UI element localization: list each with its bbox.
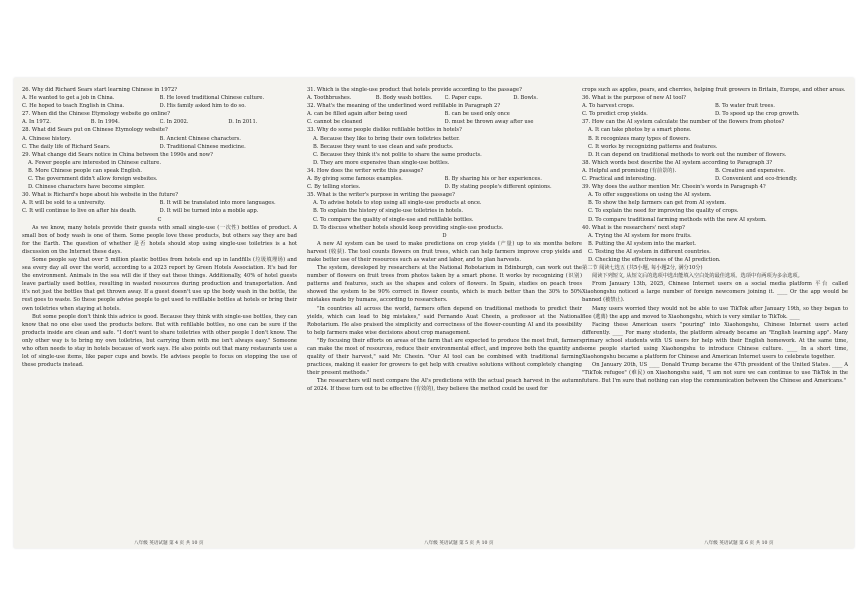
- question-stem: 33. Why do some people dislike refillable bottles in hotels?: [307, 127, 462, 134]
- option-row: [22, 102, 297, 110]
- option-row: [22, 199, 297, 207]
- question-stem: 37. How can the AI system calculate the number of the flowers from photos?: [582, 119, 785, 126]
- question-stem: 31. Which is the single-use product that hotels provide according to the passage?: [307, 87, 522, 93]
- answer-option: A. To harvest crops.: [582, 103, 635, 110]
- answer-option: B. To explain the history of single-use toiletries in hotels.: [313, 208, 464, 215]
- answer-option: B. It will be translated into more languages.: [159, 200, 276, 207]
- question-stem: 29. What change did Sears notice in China between the 1990s and now?: [22, 151, 213, 158]
- answer-option: C. Testing the AI system in different countries.: [588, 248, 711, 255]
- answer-option: D. Checking the effectiveness of the AI prediction.: [588, 256, 721, 263]
- answer-option: B. can be used only once: [444, 111, 510, 118]
- answer-option: A. In 1972.: [22, 119, 51, 126]
- passage-paragraph: "By focusing their efforts on areas of the farm that are expected to produce the most fruit, farmers can make the most of resources, reduce their environmental effect, and improve both the quantity and quality of their harvest," said Mr. Cheein. "Our AI tool can be combined with traditional farming practices, making it easier for growers to get help with creative solutions without completely changing their present methods.": [307, 337, 582, 377]
- passage-paragraph: Many users worried they would not be able to use TikTok after January 19th, so they began to flee (逃离) the app and moved to Xiaohongshu, which is very similar to TikTok. ____: [582, 305, 848, 320]
- answer-option: A. Toothbrushes.: [307, 95, 352, 102]
- answer-option: D. By stating people's different opinions.: [444, 184, 552, 191]
- passage-letter: C: [157, 216, 162, 223]
- option-row: [307, 175, 582, 183]
- answer-option: C. Paper cups.: [444, 95, 483, 102]
- answer-option: B. Putting the AI system into the market.: [588, 240, 697, 247]
- answer-option: C. Because they think it's not polite to share the same products.: [313, 151, 482, 158]
- question-stem: 36. What is the purpose of new AI tool?: [582, 95, 686, 102]
- question-stem: 26. Why did Richard Sears start learning Chinese in 1972?: [22, 87, 178, 93]
- answer-option: B. To water fruit trees.: [715, 103, 775, 110]
- passage-paragraph: But some people don't think this advice is good. Because they think with single-use bottles, they can know that no one else used the products before. But with refillable bottles, no one can be sure if the products inside are clean and safe. "I don't want to share toiletries with other people I don't know. The only other way is to bring my own toiletries, but carrying them with me isn't always easy." Someone who often needs to stay in hotels because of work says. He also points out that many restaurants use a lot of single-use items, like paper cups and bowls. He advises people to focus on stopping the use of these products instead.: [22, 313, 297, 369]
- question-stem: 30. What is Richard's hope about his website in the future?: [22, 192, 179, 199]
- question-stem: 28. What did Sears put on Chinese Etymology website?: [22, 127, 168, 134]
- page-column-4: [22, 86, 297, 541]
- answer-option: B. Because they want to use clean and safe products.: [313, 143, 454, 150]
- answer-option: B. By sharing his or her experiences.: [444, 176, 542, 183]
- answer-option: B. Creative and expensive.: [715, 167, 786, 174]
- passage-paragraph: As we know, many hotels provide their guests with small single-use (一次性) bottles of product. A small box of body wash is one of them. Some people love these products, but others say they are bad for the Earth. The question of whether 是否 hotels should stop using single-use toiletries is a hot discussion on the Internet these days.: [22, 224, 297, 255]
- passage-paragraph: The system, developed by researchers at the National Robotarium in Edinburgh, can work out the number of flowers on fruit trees from photos taken by a smart phone. It works by recognizing (识别) patterns and features, such as the shapes and colors of flowers. In Spain, studies on peach trees showed the system to be 90% correct in flower counts, which is much better than the 30% to 50% mistakes made by humans, according to researchers.: [307, 265, 582, 304]
- question-stem: 40. What is the researchers' next step?: [582, 224, 685, 231]
- answer-option: D. must be thrown away after use: [444, 119, 534, 126]
- answer-option: A. To advise hotels to stop using all single-use products at once.: [313, 200, 482, 207]
- answer-option: A. Fewer people are interested in Chinese culture.: [28, 159, 162, 166]
- question-stem: 35. What is the writer's purpose in writing the passage?: [307, 192, 455, 199]
- answer-option: D. Bowls.: [513, 95, 538, 102]
- option-row: [307, 94, 582, 102]
- answer-option: D. Traditional Chinese medicine.: [159, 143, 246, 150]
- answer-option: C. To predict crop yields.: [582, 111, 648, 118]
- answer-option: B. In 1994.: [90, 119, 120, 126]
- page-footer-6: 八年级 英语试题 第 6 页 共 10 页: [704, 541, 774, 546]
- answer-option: C. In 2002.: [159, 119, 189, 126]
- passage-paragraph: A new AI system can be used to make predictions on crop yields (产量) up to six months before harvest (收获). The tool counts flowers on fruit trees, which can help farmers improve crop yields and make better use of their resources such as water and labor, and to plan harvests.: [307, 240, 582, 263]
- question-stem: 38. Which words best describe the AI system according to Paragraph 3?: [582, 159, 773, 166]
- answer-option: A. To offer suggestions on using the AI system.: [588, 192, 712, 199]
- answer-option: D. To discuss whether hotels should keep providing single-use products.: [313, 224, 504, 231]
- answer-option: D. Convenient and eco-friendly.: [715, 176, 798, 183]
- answer-option: D. To compare traditional farming methods with the new AI system.: [588, 216, 767, 223]
- answer-option: C. To compare the quality of single-use and refillable bottles.: [313, 216, 474, 223]
- answer-option: A. Because they like to bring their own toiletries better.: [313, 135, 460, 142]
- answer-option: D. It can depend on traditional methods to work out the number of flowers.: [588, 151, 787, 158]
- answer-option: A. It can take photos by a smart phone.: [588, 127, 692, 134]
- option-row: [22, 135, 297, 143]
- question-stem: 32. What's the meaning of the underlined word refillable in Paragraph 2?: [307, 103, 501, 110]
- answer-option: A. He wanted to get a job in China.: [22, 95, 115, 102]
- answer-option: B. Body wash bottles.: [375, 95, 433, 102]
- lead-text: crops such as apples, pears, and cherries, helping fruit growers in Britain, Europe, and other areas.: [582, 87, 846, 93]
- answer-option: A. can be filled again after being used: [307, 111, 408, 118]
- answer-option: D. His family asked him to do so.: [159, 103, 246, 110]
- passage-paragraph: "In countries all across the world, farmers often depend on traditional methods to predict their yields, which can lead to big mistakes," said Fernando Auat Cheein, a professor at the National Robotarium. He also praised the simplicity and correctness of the flower-counting AI and its possibility to help farmers make wise decisions about crop management.: [307, 305, 582, 336]
- question-stem: 34. How does the writer write this passage?: [307, 167, 424, 174]
- question-stem: 39. Why does the author mention Mr. Cheein's words in Paragraph 4?: [582, 184, 766, 191]
- answer-option: D. They are more expensive than single-use bottles.: [313, 159, 450, 166]
- answer-option: C. To explain the need for improving the quality of crops.: [588, 208, 739, 215]
- page-column-5: [307, 86, 582, 541]
- answer-option: A. By giving some famous examples.: [307, 176, 403, 183]
- answer-option: B. To show the help farmers can get from AI system.: [588, 200, 727, 207]
- answer-option: A. Trying the AI system for more fruits.: [588, 232, 692, 239]
- option-row: [307, 110, 582, 118]
- answer-option: C. cannot be cleaned: [307, 119, 363, 126]
- answer-option: C. It works by recognizing patterns and features.: [588, 143, 718, 150]
- answer-option: D. In 2011.: [228, 119, 258, 126]
- question-stem: 27. When did the Chinese Etymology website go online?: [22, 111, 171, 118]
- answer-option: C. He hoped to teach English in China.: [22, 103, 125, 110]
- answer-option: B. He loved traditional Chinese culture.: [159, 95, 265, 102]
- option-row: [582, 175, 848, 183]
- passage-paragraph: The researchers will next compare the AI's predictions with the actual peach harvest in the autumn of 2024. If these turn out to be effective (有效的), they believe the method could be used for: [307, 378, 582, 393]
- option-row: [582, 110, 848, 118]
- option-row: [582, 102, 848, 110]
- passage-paragraph: On January 20th, US ____ Donald Trump became the 47th president of the United States. ____ A "TikTok refugee" (难民) on Xiaohongshu said, "I am not sure we can continue to use TikTok in the future. But I'm sure that nothing can stop the communication between the Chinese and Americans.": [582, 362, 848, 385]
- option-row: [22, 143, 297, 151]
- answer-option: A. Chinese history.: [22, 135, 72, 142]
- answer-option: C. Practical and interesting.: [582, 176, 656, 183]
- answer-option: C. The daily life of Richard Sears.: [22, 143, 111, 150]
- exam-sheet: [14, 78, 854, 548]
- page-footer-5: 八年级 英语试题 第 5 页 共 10 页: [424, 541, 494, 546]
- answer-option: A. Helpful and promising (有前景的).: [582, 167, 677, 174]
- page-footer-4: 八年级 英语试题 第 4 页 共 10 页: [134, 541, 204, 546]
- answer-option: D. Chinese characters have become simpler.: [28, 184, 145, 191]
- answer-option: C. By telling stories.: [307, 184, 361, 191]
- page-column-6: [582, 86, 848, 541]
- answer-option: C. It will continue to live on after his death.: [22, 208, 137, 215]
- passage-letter: D: [442, 232, 447, 239]
- option-row: [22, 118, 297, 126]
- answer-option: D. It will be turned into a mobile app.: [159, 208, 259, 215]
- option-row: [307, 118, 582, 126]
- passage-paragraph: Facing these American users "pouring" into Xiaohongshu, Chinese Internet users acted differently. ____ For many students, the platform already became an "English learning app". Many primary school students with US users for help with their English homework. At the same time, some people started using Xiaohongshu to introduce Chinese culture. ____ In a short time, Xiaohongshu became a platform for Chinese and American Internet users to celebrate together.: [582, 321, 848, 361]
- section-title: 第二节 阅读七选五 (共5小题, 每小题2分, 满分10分): [582, 265, 703, 272]
- option-row: [307, 183, 582, 191]
- answer-option: C. The government didn't allow foreign websites.: [28, 176, 158, 183]
- option-row: [22, 94, 297, 102]
- answer-option: B. More Chinese people can speak English.: [28, 167, 143, 174]
- option-row: [582, 167, 848, 175]
- answer-option: B. It recognizes many types of flowers.: [588, 135, 691, 142]
- passage-paragraph: From January 13th, 2025, Chinese Internet users on a social media platform 平台 called Xiaohongshu noticed a large number of foreign newcomers joining it. ____ Or the app would be banned (被禁止).: [582, 281, 848, 304]
- answer-option: D. To speed up the crop growth.: [715, 111, 800, 118]
- answer-option: A. It will be sold to a university.: [22, 200, 106, 207]
- option-row: [22, 207, 297, 215]
- passage-paragraph: Some people say that over 5 million plastic bottles from hotels end up in landfills (垃圾填埋场) and sea every day all over the world, according to a 2023 report by Green Hotels Association. It's bad for the environment. Animals in the sea will die if they eat these things. Additionally, 40% of hotel guests leave partially used bottles, resulting in wasted resources during production and transportation. And it's not just the bottles that get thrown away. If a guest doesn't use up the body wash in the bottle, the rest goes to waste. So these people advise people to get used to refillable bottles at hotels or bring their own toiletries when staying at hotels.: [22, 256, 297, 312]
- section-instructions: 阅读下列短文, 从短文后的选项中选出能填入空白处的最佳选项。选项中有两项为多余选项。: [592, 273, 803, 280]
- answer-option: B. Ancient Chinese characters.: [159, 135, 241, 142]
